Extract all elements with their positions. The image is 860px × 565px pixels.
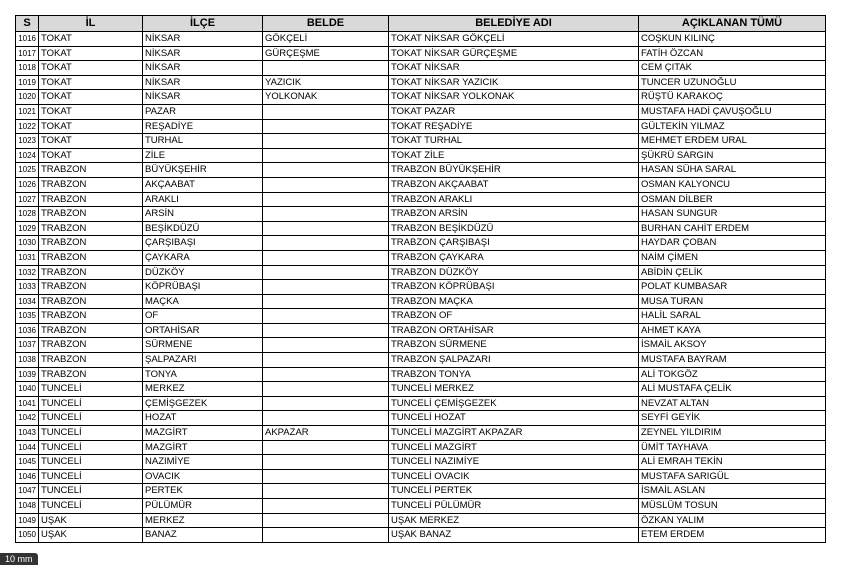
cell-belde <box>263 382 389 397</box>
cell-belediye: TUNCELİ MAZGİRT <box>389 440 639 455</box>
cell-belde <box>263 513 389 528</box>
cell-il: UŞAK <box>39 513 143 528</box>
cell-ilce: MAZGİRT <box>143 440 263 455</box>
cell-s: 1036 <box>16 323 39 338</box>
cell-ilce: ARAKLI <box>143 192 263 207</box>
cell-belde: AKPAZAR <box>263 426 389 441</box>
cell-belde <box>263 499 389 514</box>
cell-tumu: ÜMİT TAYHAVA <box>639 440 826 455</box>
cell-ilce: PAZAR <box>143 104 263 119</box>
cell-belde <box>263 294 389 309</box>
cell-tumu: ÖZKAN YALIM <box>639 513 826 528</box>
cell-belediye: TRABZON OF <box>389 309 639 324</box>
cell-s: 1038 <box>16 353 39 368</box>
cell-ilce: REŞADİYE <box>143 119 263 134</box>
table-row <box>16 236 826 251</box>
cell-ilce: OVACIK <box>143 469 263 484</box>
header-il: İL <box>39 16 143 32</box>
cell-belde <box>263 119 389 134</box>
cell-s: 1043 <box>16 426 39 441</box>
table-row <box>16 338 826 353</box>
cell-tumu: İSMAİL ASLAN <box>639 484 826 499</box>
cell-belde: YAZICIK <box>263 75 389 90</box>
cell-tumu: HAYDAR ÇOBAN <box>639 236 826 251</box>
cell-il: TUNCELİ <box>39 411 143 426</box>
cell-belde: GÜRÇEŞME <box>263 46 389 61</box>
table-row <box>16 309 826 324</box>
cell-ilce: ŞALPAZARI <box>143 353 263 368</box>
cell-belde <box>263 323 389 338</box>
cell-ilce: HOZAT <box>143 411 263 426</box>
table-row <box>16 250 826 265</box>
cell-il: TRABZON <box>39 177 143 192</box>
table-row <box>16 411 826 426</box>
cell-belediye: UŞAK MERKEZ <box>389 513 639 528</box>
cell-belediye: TOKAT TURHAL <box>389 134 639 149</box>
cell-s: 1047 <box>16 484 39 499</box>
cell-belde <box>263 177 389 192</box>
table-row <box>16 46 826 61</box>
cell-tumu: AHMET KAYA <box>639 323 826 338</box>
table-row <box>16 294 826 309</box>
cell-il: TRABZON <box>39 250 143 265</box>
cell-il: TOKAT <box>39 75 143 90</box>
cell-belde <box>263 221 389 236</box>
table-row <box>16 75 826 90</box>
cell-belediye: TRABZON BÜYÜKŞEHİR <box>389 163 639 178</box>
cell-belediye: TUNCELİ MAZGİRT AKPAZAR <box>389 426 639 441</box>
cell-belde <box>263 148 389 163</box>
cell-tumu: MUSTAFA BAYRAM <box>639 353 826 368</box>
cell-il: TUNCELİ <box>39 426 143 441</box>
table-row <box>16 207 826 222</box>
cell-belde <box>263 207 389 222</box>
cell-tumu: İSMAİL AKSOY <box>639 338 826 353</box>
header-row <box>16 16 826 32</box>
header-ilce: İLÇE <box>143 16 263 32</box>
cell-s: 1049 <box>16 513 39 528</box>
cell-il: TUNCELİ <box>39 440 143 455</box>
cell-belediye: TOKAT NİKSAR GÖKÇELİ <box>389 32 639 47</box>
cell-s: 1024 <box>16 148 39 163</box>
cell-ilce: ZİLE <box>143 148 263 163</box>
cell-belediye: TRABZON BEŞİKDÜZÜ <box>389 221 639 236</box>
cell-belediye: TUNCELİ MERKEZ <box>389 382 639 397</box>
cell-tumu: ABİDİN ÇELİK <box>639 265 826 280</box>
table-row <box>16 104 826 119</box>
cell-tumu: ZEYNEL YILDIRIM <box>639 426 826 441</box>
cell-tumu: ŞÜKRÜ SARGIN <box>639 148 826 163</box>
table-row <box>16 455 826 470</box>
table-row <box>16 265 826 280</box>
cell-il: TUNCELİ <box>39 469 143 484</box>
cell-s: 1019 <box>16 75 39 90</box>
header-tumu: AÇIKLANAN TÜMÜ <box>639 16 826 32</box>
cell-ilce: ARSİN <box>143 207 263 222</box>
cell-belde <box>263 411 389 426</box>
cell-s: 1023 <box>16 134 39 149</box>
cell-belediye: TRABZON DÜZKÖY <box>389 265 639 280</box>
cell-belde <box>263 163 389 178</box>
cell-belde <box>263 469 389 484</box>
cell-belediye: TUNCELİ ÇEMİŞGEZEK <box>389 396 639 411</box>
cell-s: 1035 <box>16 309 39 324</box>
cell-ilce: TONYA <box>143 367 263 382</box>
cell-s: 1032 <box>16 265 39 280</box>
cell-il: TRABZON <box>39 353 143 368</box>
table-row <box>16 382 826 397</box>
cell-belde <box>263 104 389 119</box>
cell-tumu: NEVZAT ALTAN <box>639 396 826 411</box>
cell-il: TRABZON <box>39 163 143 178</box>
cell-belde: YOLKONAK <box>263 90 389 105</box>
table-row <box>16 469 826 484</box>
cell-s: 1028 <box>16 207 39 222</box>
cell-tumu: CEM ÇITAK <box>639 61 826 76</box>
cell-s: 1027 <box>16 192 39 207</box>
cell-tumu: ALİ MUSTAFA ÇELİK <box>639 382 826 397</box>
cell-il: TOKAT <box>39 148 143 163</box>
cell-belde: GÖKÇELİ <box>263 32 389 47</box>
cell-s: 1016 <box>16 32 39 47</box>
cell-s: 1034 <box>16 294 39 309</box>
cell-tumu: MÜSLÜM TOSUN <box>639 499 826 514</box>
cell-s: 1039 <box>16 367 39 382</box>
table-row <box>16 134 826 149</box>
cell-s: 1040 <box>16 382 39 397</box>
cell-il: TRABZON <box>39 367 143 382</box>
cell-ilce: NİKSAR <box>143 75 263 90</box>
cell-s: 1041 <box>16 396 39 411</box>
cell-belediye: TUNCELİ HOZAT <box>389 411 639 426</box>
cell-belde <box>263 61 389 76</box>
cell-belde <box>263 134 389 149</box>
cell-tumu: ETEM ERDEM <box>639 528 826 543</box>
cell-belde <box>263 353 389 368</box>
cell-belediye: TUNCELİ NAZIMİYE <box>389 455 639 470</box>
cell-s: 1048 <box>16 499 39 514</box>
cell-belediye: TRABZON ORTAHİSAR <box>389 323 639 338</box>
cell-tumu: ALİ EMRAH TEKİN <box>639 455 826 470</box>
cell-ilce: KÖPRÜBAŞI <box>143 280 263 295</box>
cell-ilce: MERKEZ <box>143 513 263 528</box>
cell-belediye: TRABZON ÇAYKARA <box>389 250 639 265</box>
cell-ilce: MERKEZ <box>143 382 263 397</box>
table-row <box>16 426 826 441</box>
table-row <box>16 90 826 105</box>
cell-il: TRABZON <box>39 265 143 280</box>
cell-tumu: TUNCER UZUNOĞLU <box>639 75 826 90</box>
cell-ilce: ORTAHİSAR <box>143 323 263 338</box>
cell-belediye: TRABZON KÖPRÜBAŞI <box>389 280 639 295</box>
cell-ilce: MAZGİRT <box>143 426 263 441</box>
cell-belde <box>263 265 389 280</box>
cell-tumu: HALİL SARAL <box>639 309 826 324</box>
cell-ilce: BEŞİKDÜZÜ <box>143 221 263 236</box>
cell-s: 1017 <box>16 46 39 61</box>
cell-tumu: HASAN SÜHA SARAL <box>639 163 826 178</box>
cell-il: TOKAT <box>39 46 143 61</box>
cell-s: 1018 <box>16 61 39 76</box>
cell-il: TUNCELİ <box>39 396 143 411</box>
cell-ilce: NİKSAR <box>143 46 263 61</box>
cell-il: TRABZON <box>39 338 143 353</box>
cell-il: TOKAT <box>39 134 143 149</box>
cell-belediye: TOKAT NİKSAR GÜRÇEŞME <box>389 46 639 61</box>
cell-il: TRABZON <box>39 309 143 324</box>
cell-ilce: NAZIMİYE <box>143 455 263 470</box>
header-s: S <box>16 16 39 32</box>
cell-s: 1031 <box>16 250 39 265</box>
cell-s: 1022 <box>16 119 39 134</box>
cell-s: 1045 <box>16 455 39 470</box>
cell-il: TUNCELİ <box>39 455 143 470</box>
table-row <box>16 61 826 76</box>
cell-tumu: OSMAN DİLBER <box>639 192 826 207</box>
cell-belediye: TOKAT REŞADİYE <box>389 119 639 134</box>
cell-belde <box>263 236 389 251</box>
cell-tumu: MUSA TURAN <box>639 294 826 309</box>
table-row <box>16 396 826 411</box>
cell-s: 1037 <box>16 338 39 353</box>
cell-ilce: ÇAYKARA <box>143 250 263 265</box>
cell-s: 1025 <box>16 163 39 178</box>
cell-s: 1026 <box>16 177 39 192</box>
header-belde: BELDE <box>263 16 389 32</box>
cell-belde <box>263 484 389 499</box>
cell-s: 1046 <box>16 469 39 484</box>
cell-il: TUNCELİ <box>39 382 143 397</box>
cell-ilce: MAÇKA <box>143 294 263 309</box>
cell-il: TRABZON <box>39 323 143 338</box>
table-row <box>16 484 826 499</box>
cell-tumu: RÜŞTÜ KARAKOÇ <box>639 90 826 105</box>
cell-il: TRABZON <box>39 192 143 207</box>
cell-tumu: POLAT KUMBASAR <box>639 280 826 295</box>
cell-belediye: TOKAT NİKSAR <box>389 61 639 76</box>
table-row <box>16 513 826 528</box>
table-row <box>16 499 826 514</box>
cell-ilce: NİKSAR <box>143 90 263 105</box>
table-row <box>16 163 826 178</box>
cell-ilce: TURHAL <box>143 134 263 149</box>
cell-belde <box>263 528 389 543</box>
cell-belde <box>263 280 389 295</box>
table-row <box>16 353 826 368</box>
cell-belediye: TOKAT PAZAR <box>389 104 639 119</box>
table-row <box>16 177 826 192</box>
cell-belediye: TOKAT NİKSAR YAZICIK <box>389 75 639 90</box>
cell-belde <box>263 367 389 382</box>
cell-belediye: TUNCELİ OVACIK <box>389 469 639 484</box>
cell-s: 1050 <box>16 528 39 543</box>
cell-tumu: MUSTAFA SARIGÜL <box>639 469 826 484</box>
cell-belediye: TRABZON MAÇKA <box>389 294 639 309</box>
cell-ilce: PÜLÜMÜR <box>143 499 263 514</box>
cell-il: TRABZON <box>39 236 143 251</box>
table-row <box>16 148 826 163</box>
header-belediye: BELEDİYE ADI <box>389 16 639 32</box>
cell-belediye: TUNCELİ PERTEK <box>389 484 639 499</box>
cell-belde <box>263 440 389 455</box>
cell-ilce: ÇARŞIBAŞI <box>143 236 263 251</box>
cell-belde <box>263 192 389 207</box>
cell-tumu: NAİM ÇİMEN <box>639 250 826 265</box>
cell-s: 1044 <box>16 440 39 455</box>
table-row <box>16 221 826 236</box>
cell-belediye: TRABZON ŞALPAZARI <box>389 353 639 368</box>
cell-ilce: NİKSAR <box>143 32 263 47</box>
table-row <box>16 528 826 543</box>
cell-il: TOKAT <box>39 119 143 134</box>
cell-belde <box>263 338 389 353</box>
cell-s: 1030 <box>16 236 39 251</box>
cell-tumu: BURHAN CAHİT ERDEM <box>639 221 826 236</box>
cell-tumu: COŞKUN KILINÇ <box>639 32 826 47</box>
cell-ilce: NİKSAR <box>143 61 263 76</box>
cell-s: 1020 <box>16 90 39 105</box>
cell-ilce: PERTEK <box>143 484 263 499</box>
scale-badge: 10 mm <box>0 553 38 565</box>
cell-il: TOKAT <box>39 90 143 105</box>
cell-ilce: SÜRMENE <box>143 338 263 353</box>
table-row <box>16 323 826 338</box>
cell-s: 1021 <box>16 104 39 119</box>
cell-ilce: ÇEMİŞGEZEK <box>143 396 263 411</box>
table-body <box>16 32 826 543</box>
table-row <box>16 192 826 207</box>
table-row <box>16 367 826 382</box>
cell-belediye: TRABZON ÇARŞIBAŞI <box>389 236 639 251</box>
cell-il: TRABZON <box>39 280 143 295</box>
cell-il: TRABZON <box>39 221 143 236</box>
cell-belde <box>263 309 389 324</box>
cell-belediye: TRABZON TONYA <box>389 367 639 382</box>
cell-ilce: BANAZ <box>143 528 263 543</box>
cell-il: TRABZON <box>39 207 143 222</box>
candidate-table <box>15 15 826 543</box>
cell-belediye: TRABZON ARAKLI <box>389 192 639 207</box>
cell-belde <box>263 455 389 470</box>
cell-il: TOKAT <box>39 104 143 119</box>
cell-il: TOKAT <box>39 61 143 76</box>
table-row <box>16 119 826 134</box>
table-row <box>16 32 826 47</box>
cell-belde <box>263 396 389 411</box>
cell-s: 1029 <box>16 221 39 236</box>
cell-tumu: FATİH ÖZCAN <box>639 46 826 61</box>
cell-il: TUNCELİ <box>39 499 143 514</box>
cell-il: UŞAK <box>39 528 143 543</box>
cell-ilce: BÜYÜKŞEHİR <box>143 163 263 178</box>
table-row <box>16 440 826 455</box>
cell-tumu: MEHMET ERDEM URAL <box>639 134 826 149</box>
cell-belde <box>263 250 389 265</box>
table-row <box>16 280 826 295</box>
cell-tumu: ALİ TOKGÖZ <box>639 367 826 382</box>
cell-tumu: GÜLTEKİN YILMAZ <box>639 119 826 134</box>
cell-il: TUNCELİ <box>39 484 143 499</box>
cell-tumu: OSMAN KALYONCU <box>639 177 826 192</box>
cell-il: TOKAT <box>39 32 143 47</box>
cell-ilce: DÜZKÖY <box>143 265 263 280</box>
cell-belediye: TRABZON SÜRMENE <box>389 338 639 353</box>
cell-ilce: AKÇAABAT <box>143 177 263 192</box>
cell-belediye: TUNCELİ PÜLÜMÜR <box>389 499 639 514</box>
cell-belediye: TOKAT NİKSAR YOLKONAK <box>389 90 639 105</box>
cell-ilce: OF <box>143 309 263 324</box>
cell-belediye: TRABZON ARSİN <box>389 207 639 222</box>
cell-tumu: MUSTAFA HADİ ÇAVUŞOĞLU <box>639 104 826 119</box>
cell-il: TRABZON <box>39 294 143 309</box>
cell-tumu: SEYFİ GEYİK <box>639 411 826 426</box>
cell-belediye: UŞAK BANAZ <box>389 528 639 543</box>
cell-s: 1033 <box>16 280 39 295</box>
cell-belediye: TRABZON AKÇAABAT <box>389 177 639 192</box>
cell-tumu: HASAN SUNGUR <box>639 207 826 222</box>
cell-s: 1042 <box>16 411 39 426</box>
cell-belediye: TOKAT ZİLE <box>389 148 639 163</box>
